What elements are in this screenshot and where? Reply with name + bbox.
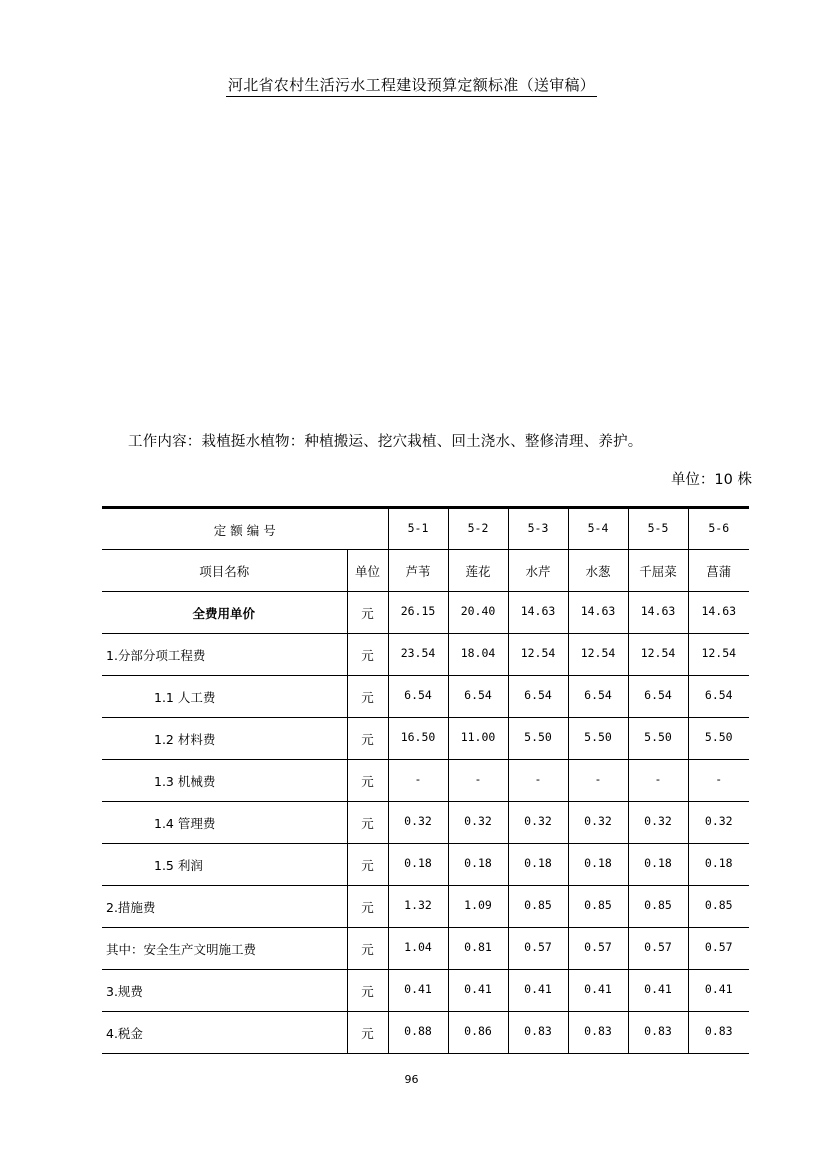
row-unit: 元 <box>347 592 388 634</box>
value-cell: 0.41 <box>628 970 688 1012</box>
value-cell: 0.83 <box>508 1012 568 1054</box>
unit-label: 单位 <box>347 550 388 592</box>
value-cell: - <box>568 760 628 802</box>
value-cell: 0.18 <box>568 844 628 886</box>
page-number: 96 <box>404 1073 419 1086</box>
document-title: 河北省农村生活污水工程建设预算定额标准（送审稿） <box>226 74 597 97</box>
row-name: 1.3 机械费 <box>102 760 347 802</box>
value-cell: 14.63 <box>508 592 568 634</box>
work-content-text: 工作内容：栽植挺水植物：种植搬运、挖穴栽植、回土浇水、整修清理、养护。 <box>128 434 643 450</box>
header-row-codes <box>102 508 749 550</box>
value-cell: 0.41 <box>568 970 628 1012</box>
table-row <box>102 760 749 802</box>
table-row <box>102 676 749 718</box>
row-unit: 元 <box>347 676 388 718</box>
table-row <box>102 1012 749 1054</box>
document-header <box>0 74 823 97</box>
value-cell: 6.54 <box>688 676 749 718</box>
value-cell: 0.41 <box>688 970 749 1012</box>
row-unit: 元 <box>347 928 388 970</box>
value-cell: 0.85 <box>628 886 688 928</box>
row-unit: 元 <box>347 844 388 886</box>
row-name: 其中：安全生产文明施工费 <box>102 928 347 970</box>
value-cell: 1.09 <box>448 886 508 928</box>
table-row <box>102 928 749 970</box>
value-cell: 0.83 <box>628 1012 688 1054</box>
value-cell: 6.54 <box>508 676 568 718</box>
value-cell: 6.54 <box>568 676 628 718</box>
row-name: 3.规费 <box>102 970 347 1012</box>
row-unit: 元 <box>347 802 388 844</box>
value-cell: - <box>688 760 749 802</box>
value-cell: 0.32 <box>388 802 448 844</box>
value-cell: 0.85 <box>688 886 749 928</box>
value-cell: 0.83 <box>568 1012 628 1054</box>
code-cell: 5-5 <box>628 508 688 550</box>
header-row-plants <box>102 550 749 592</box>
value-cell: 14.63 <box>688 592 749 634</box>
value-cell: 0.41 <box>448 970 508 1012</box>
plant-cell: 水葱 <box>568 550 628 592</box>
row-unit: 元 <box>347 760 388 802</box>
value-cell: 11.00 <box>448 718 508 760</box>
value-cell: 0.18 <box>448 844 508 886</box>
row-name: 2.措施费 <box>102 886 347 928</box>
code-cell: 5-4 <box>568 508 628 550</box>
row-name: 1.5 利润 <box>102 844 347 886</box>
code-cell: 5-1 <box>388 508 448 550</box>
row-name: 4.税金 <box>102 1012 347 1054</box>
value-cell: 0.88 <box>388 1012 448 1054</box>
table-row <box>102 970 749 1012</box>
value-cell: 18.04 <box>448 634 508 676</box>
code-cell: 5-3 <box>508 508 568 550</box>
quota-table <box>102 506 749 1054</box>
plant-cell: 莲花 <box>448 550 508 592</box>
value-cell: 0.18 <box>388 844 448 886</box>
table-row <box>102 634 749 676</box>
value-cell: - <box>508 760 568 802</box>
value-cell: 23.54 <box>388 634 448 676</box>
value-cell: 0.57 <box>568 928 628 970</box>
value-cell: 12.54 <box>568 634 628 676</box>
value-cell: 16.50 <box>388 718 448 760</box>
code-cell: 5-6 <box>688 508 749 550</box>
value-cell: 1.04 <box>388 928 448 970</box>
value-cell: 0.18 <box>508 844 568 886</box>
row-name: 1.2 材料费 <box>102 718 347 760</box>
value-cell: 5.50 <box>628 718 688 760</box>
item-name-label: 项目名称 <box>102 550 347 592</box>
row-unit: 元 <box>347 718 388 760</box>
value-cell: 6.54 <box>448 676 508 718</box>
value-cell: 0.41 <box>388 970 448 1012</box>
table-row <box>102 844 749 886</box>
value-cell: 0.32 <box>448 802 508 844</box>
value-cell: 0.32 <box>628 802 688 844</box>
quota-no-label: 定 额 编 号 <box>102 508 388 550</box>
value-cell: 1.32 <box>388 886 448 928</box>
value-cell: 26.15 <box>388 592 448 634</box>
value-cell: 20.40 <box>448 592 508 634</box>
plant-cell: 芦苇 <box>388 550 448 592</box>
value-cell: 12.54 <box>508 634 568 676</box>
value-cell: 0.41 <box>508 970 568 1012</box>
row-unit: 元 <box>347 634 388 676</box>
value-cell: 0.86 <box>448 1012 508 1054</box>
value-cell: - <box>388 760 448 802</box>
row-unit: 元 <box>347 1012 388 1054</box>
value-cell: 0.18 <box>628 844 688 886</box>
value-cell: 12.54 <box>628 634 688 676</box>
row-unit: 元 <box>347 886 388 928</box>
value-cell: 6.54 <box>388 676 448 718</box>
value-cell: 0.81 <box>448 928 508 970</box>
value-cell: 0.57 <box>688 928 749 970</box>
value-cell: 0.85 <box>508 886 568 928</box>
row-name: 1.1 人工费 <box>102 676 347 718</box>
value-cell: 14.63 <box>568 592 628 634</box>
table-row <box>102 718 749 760</box>
plant-cell: 水芹 <box>508 550 568 592</box>
table-row <box>102 886 749 928</box>
row-name: 1.分部分项工程费 <box>102 634 347 676</box>
value-cell: 14.63 <box>628 592 688 634</box>
plant-cell: 千屈菜 <box>628 550 688 592</box>
value-cell: 0.32 <box>508 802 568 844</box>
value-cell: 0.57 <box>508 928 568 970</box>
table-row <box>102 592 749 634</box>
value-cell: 5.50 <box>568 718 628 760</box>
value-cell: - <box>628 760 688 802</box>
value-cell: 0.85 <box>568 886 628 928</box>
value-cell: 0.18 <box>688 844 749 886</box>
value-cell: 0.32 <box>568 802 628 844</box>
value-cell: 5.50 <box>508 718 568 760</box>
plant-cell: 菖蒲 <box>688 550 749 592</box>
unit-note: 单位：10 株 <box>670 472 752 488</box>
value-cell: - <box>448 760 508 802</box>
value-cell: 0.32 <box>688 802 749 844</box>
row-name: 1.4 管理费 <box>102 802 347 844</box>
value-cell: 5.50 <box>688 718 749 760</box>
table-row <box>102 802 749 844</box>
value-cell: 0.57 <box>628 928 688 970</box>
row-name: 全费用单价 <box>102 592 347 634</box>
value-cell: 0.83 <box>688 1012 749 1054</box>
value-cell: 12.54 <box>688 634 749 676</box>
code-cell: 5-2 <box>448 508 508 550</box>
value-cell: 6.54 <box>628 676 688 718</box>
row-unit: 元 <box>347 970 388 1012</box>
